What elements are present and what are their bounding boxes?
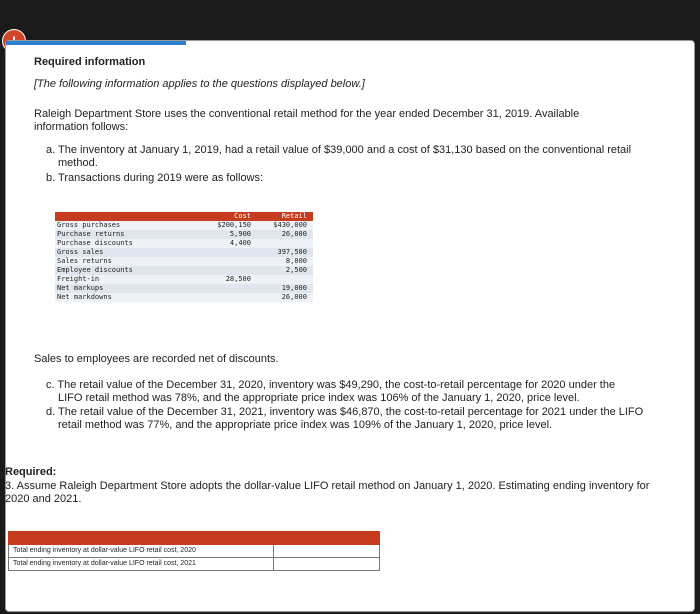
row-retail: 19,000 [281,284,307,292]
row-label: Purchase discounts [57,239,133,247]
row-retail: 2,500 [285,266,307,274]
table-header [55,212,313,221]
row-label: Net markups [57,284,104,292]
header-label [55,212,187,221]
intro-text: [The following information applies to the questions displayed below.] [34,78,365,90]
transactions-table [55,212,313,302]
required-label: Required: [5,466,57,478]
row-retail: 397,500 [277,248,307,256]
item-c-line-2: LIFO retail method was 78%, and the appropriate price index was 106% of the January 1, 2020, price level. [58,392,580,404]
item-a-line-1: a. The inventory at January 1, 2019, had a retail value of $39,000 and a cost of $31,130 based on the conventional retail [46,144,632,156]
answer-input[interactable] [274,545,379,557]
required-line-2: 2020 and 2021. [5,493,82,505]
note-text: Sales to employees are recorded net of discounts. [34,353,279,365]
row-label: Purchase returns [57,230,125,238]
row-label: Net markdowns [57,293,112,301]
row-retail: $430,000 [273,221,307,229]
row-cost [187,293,251,302]
answer-input[interactable] [274,558,379,570]
row-cost: $200,150 [217,221,251,229]
row-cost [187,266,251,275]
description-line-1: Raleigh Department Store uses the conventional retail method for the year ended December 31, 2019. Available [34,108,580,120]
row-label: Freight-in [57,275,100,283]
row-retail: 8,000 [285,257,307,265]
row-label: Employee discounts [57,266,133,274]
heading: Required information [34,56,146,68]
question-card [5,40,695,612]
row-label: Gross sales [57,248,104,256]
row-cost: 5,900 [229,230,251,238]
row-cost [187,257,251,266]
table-row [55,239,313,248]
table-row [55,221,313,230]
row-cost: 28,500 [225,275,251,283]
answer-table [8,531,380,571]
row-retail [251,239,311,248]
item-a-line-2: method. [58,157,98,169]
row-retail [251,275,311,284]
row-label: Sales returns [57,257,112,265]
table-row [55,275,313,284]
top-accent-bar [6,41,186,45]
row-cost: 4,400 [229,239,251,247]
header-retail: Retail [281,212,307,220]
row-cost [187,248,251,257]
item-c-line-1: c. The retail value of the December 31, 2020, inventory was $49,290, the cost-to-retail percentage for 2020 under the [46,379,616,391]
row-retail: 26,000 [281,293,307,301]
item-d-line-1: d. The retail value of the December 31, 2021, inventory was $46,870, the cost-to-retail percentage for 2021 under the LIFO [46,406,644,418]
table-row [55,284,313,293]
required-line-1: 3. Assume Raleigh Department Store adopts the dollar-value LIFO retail method on January 1, 2020. Estimating ending inventory for [5,480,650,492]
description-line-2: information follows: [34,121,129,133]
row-retail: 26,000 [281,230,307,238]
table-row [55,266,313,275]
table-row [55,293,313,302]
answer-table-header [8,531,380,545]
item-b: b. Transactions during 2019 were as follows: [46,172,264,184]
row-cost [187,284,251,293]
header-cost: Cost [234,212,251,220]
answer-row [8,545,380,558]
answer-label: Total ending inventory at dollar-value LIFO retail cost, 2020 [9,545,274,557]
row-label: Gross purchases [57,221,121,229]
answer-label: Total ending inventory at dollar-value LIFO retail cost, 2021 [9,558,274,570]
table-row [55,230,313,239]
table-row [55,257,313,266]
answer-row [8,558,380,571]
item-d-line-2: retail method was 77%, and the appropriate price index was 109% of the January 1, 2020, price level. [58,419,553,431]
table-row [55,248,313,257]
